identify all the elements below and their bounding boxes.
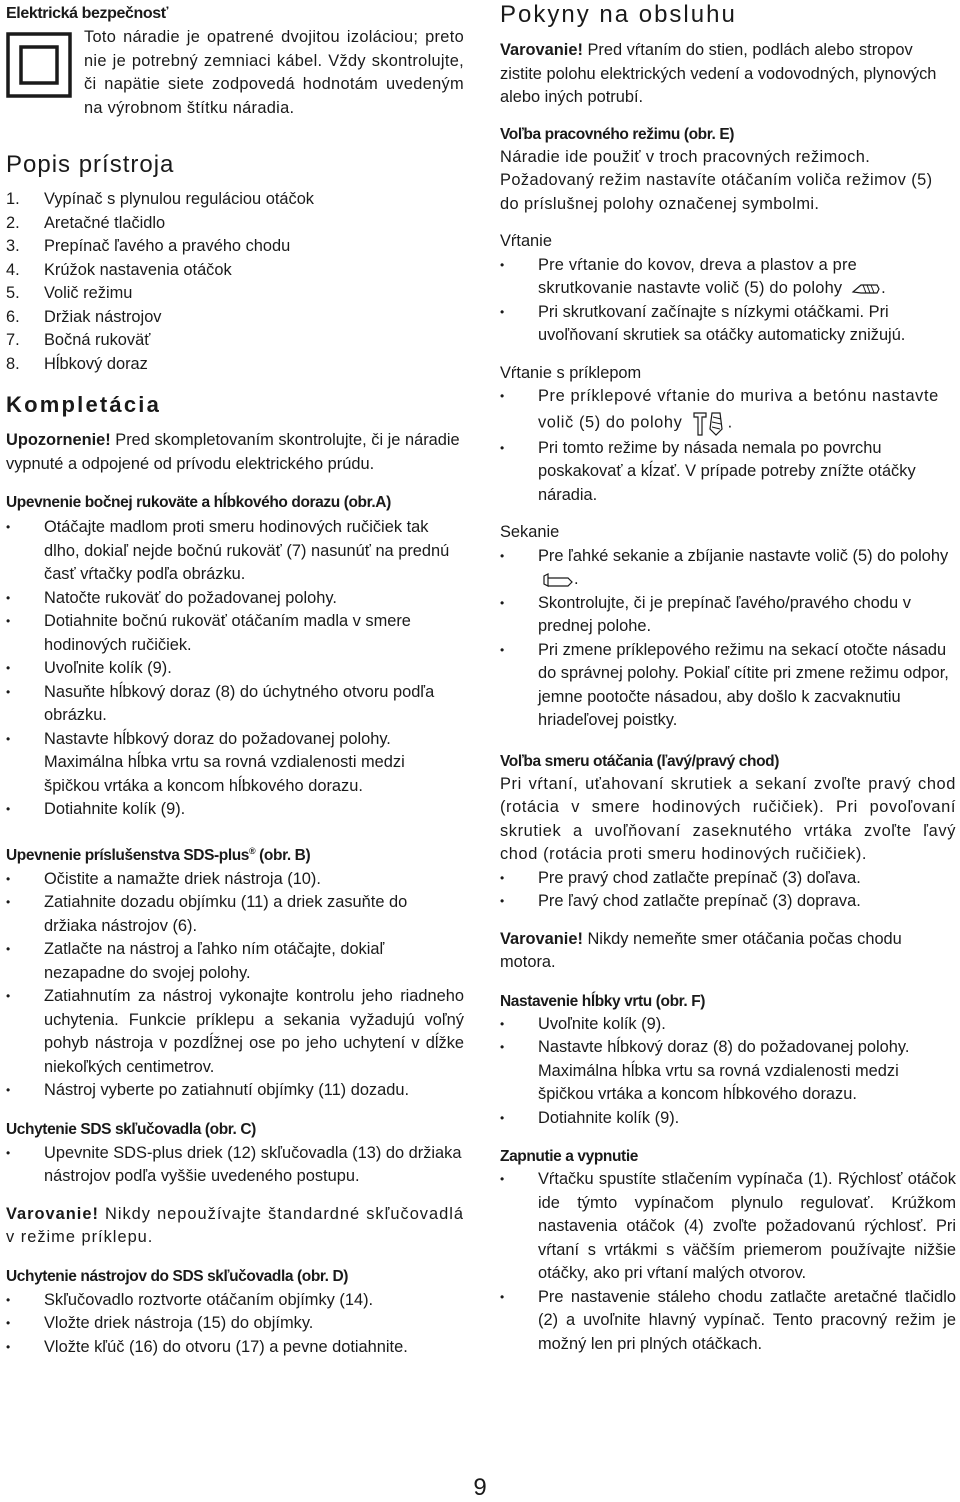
list-item: • Skontrolujte, či je prepínač ľavého/pravého chodu v prednej polohe.	[500, 592, 956, 639]
list-item: 2. Aretačné tlačidlo	[6, 213, 166, 232]
list-item: • Zatlačte na nástroj a ľahko ním otáčajte, dokiaľ nezapadne do svojej polohy.	[6, 938, 464, 985]
direction-steps	[500, 867, 956, 914]
list-item: • Uvoľnite kolík (9).	[500, 1013, 956, 1037]
list-item: • Skľučovadlo roztvorte otáčaním objímky (14).	[6, 1289, 464, 1313]
list-item: • Upevnite SDS-plus driek (12) skľučovadla (13) do držiaka nástrojov podľa vyššie uvedeného postupu.	[6, 1142, 464, 1189]
direction-title: Voľba smeru otáčania (ľavý/pravý chod)	[500, 752, 779, 770]
drill-mode-icon	[851, 282, 881, 296]
mode-text: Náradie ide použiť v troch pracovných režimoch. Požadovaný režim nastavíte otáčaním voliča režimov (5) do príslušnej polohy označenej symbolmi.	[500, 147, 933, 213]
list-item: • Dotiahnite kolík (9).	[500, 1107, 956, 1131]
list-item: • Očistite a namažte driek nástroja (10).	[6, 868, 464, 892]
list-item: 8. Hĺbkový doraz	[6, 354, 148, 373]
drilling-steps	[500, 254, 956, 348]
depth-title: Nastavenie hĺbky vrtu (obr. F)	[500, 992, 706, 1010]
list-item: • Zatiahnite dozadu objímku (11) a driek zasuňte do držiaka nástrojov (6).	[6, 891, 464, 938]
hammer-mode-icon	[692, 409, 728, 437]
operation-warning	[500, 39, 956, 110]
list-item: 5. Volič režimu	[6, 284, 133, 302]
chuck-title: Uchytenie SDS skľučovadla (obr. C)	[6, 1120, 256, 1138]
list-item: • Nasuňte hĺbkový doraz (8) do úchytného otvoru podľa obrázku.	[6, 681, 464, 728]
list-item: 1. Vypínač s plynulou reguláciou otáčok	[6, 190, 315, 208]
list-item: • Natočte rukoväť do požadovanej polohy.	[6, 587, 464, 611]
list-item: • Uvoľnite kolík (9).	[6, 657, 464, 681]
double-insulation-icon	[6, 32, 72, 98]
list-item: • Otáčajte madlom proti smeru hodinových ručičiek tak dlho, dokiaľ nejde bočnú rukoväť (7) nasunúť na prednú časť vŕtačky podľa obrázku.	[6, 516, 464, 587]
sds-title: Upevnenie príslušenstva SDS-plus® (obr. B)	[6, 845, 311, 864]
safety-text: Toto náradie je opatrené dvojitou izoláciou; preto nie je potrebný zemniaci kábel. Vždy skontrolujte, či napätie siete zodpovedá hodnotám uvedeným na výrobnom štítku náradia.	[84, 28, 464, 117]
assembly-warning	[6, 429, 464, 476]
list-item: • Nastavte hĺbkový doraz (8) do požadovanej polohy. Maximálna hĺbka vrtu sa rovná vzdialenosti medzi špičkou vrtáka a koncom hĺbkového dorazu.	[500, 1036, 956, 1107]
chuck-steps	[6, 1142, 464, 1189]
chisel-title: Sekanie	[500, 523, 560, 541]
drilling-title: Vŕtanie	[500, 232, 552, 250]
list-item: • Pre príklepové vŕtanie do muriva a betónu nastavte volič (5) do polohy .	[500, 385, 956, 437]
list-item: • Pre ľahké sekanie a zbíjanie nastavte volič (5) do polohy .	[500, 545, 956, 592]
list-item: 7. Bočná rukoväť	[6, 331, 151, 349]
sds-steps	[6, 868, 464, 1103]
mode-title: Voľba pracovného režimu (obr. E)	[500, 125, 735, 143]
list-item: • Pre nastavenie stáleho chodu zatlačte aretačné tlačidlo (2) a uvoľnite hlavný vypínač. Tento pracovný režim je možný len pri plných otáčkach.	[500, 1286, 956, 1357]
list-item: • Vložte kľúč (16) do otvoru (17) a pevne dotiahnite.	[6, 1336, 464, 1360]
list-item: • Pri zmene príklepového režimu na sekací otočte násadu do správnej polohy. Pokiaľ cítite pri zmene režimu odpor, jemne pootočte násadou, aby došlo k zacvaknutiu hriadeľovej poistky.	[500, 639, 956, 733]
list-item: • Dotiahnite kolík (9).	[6, 798, 464, 822]
right-column	[500, 0, 956, 1356]
warning-label: Varovanie!	[500, 929, 583, 948]
list-item: 4. Krúžok nastavenia otáčok	[6, 260, 232, 279]
list-item: • Pre vŕtanie do kovov, dreva a plastov a pre skrutkovanie nastavte volič (5) do polohy .	[500, 254, 956, 301]
list-item: • Pri skrutkovaní začínajte s nízkymi otáčkami. Pri uvoľňovaní skrutiek sa otáčky automaticky znižujú.	[500, 301, 956, 348]
list-item: • Dotiahnite bočnú rukoväť otáčaním madla v smere hodinových ručičiek.	[6, 610, 464, 657]
assembly-title: Kompletácia	[6, 392, 162, 417]
warning-label: Varovanie!	[6, 1204, 99, 1223]
hammer-title: Vŕtanie s príklepom	[500, 363, 642, 382]
warning-text: Nikdy nepoužívajte štandardné skľučovadlá v režime príklepu.	[6, 1204, 464, 1247]
chuck-warning	[6, 1203, 464, 1250]
warning-label: Upozornenie!	[6, 431, 111, 449]
safety-block	[6, 26, 464, 136]
warning-text: Pred skompletovaním skontrolujte, či je náradie vypnuté a odpojené od prívodu elektrického prúdu.	[6, 431, 460, 473]
list-item: • Nastavte hĺbkový doraz do požadovanej polohy. Maximálna hĺbka vrtu sa rovná vzdialenosti medzi špičkou vrtáka a koncom hĺbkového dorazu.	[6, 728, 464, 799]
list-item: • Nástroj vyberte po zatiahnutí objímky (11) dozadu.	[6, 1079, 464, 1103]
description-title: Popis prístroja	[6, 151, 175, 178]
switch-title: Zapnutie a vypnutie	[500, 1148, 638, 1165]
list-item: 3. Prepínač ľavého a pravého chodu	[6, 237, 291, 255]
list-item: • Pri tomto režime by násada nemala po povrchu poskakovať a kĺzať. V prípade potreby znížte otáčky náradia.	[500, 437, 956, 508]
chisel-mode-icon	[542, 572, 574, 588]
switch-steps	[500, 1168, 956, 1356]
chisel-steps	[500, 545, 956, 733]
depth-steps	[500, 1013, 956, 1131]
tools-steps	[6, 1289, 464, 1360]
parts-list	[6, 188, 464, 376]
handle-title: Upevnenie bočnej rukoväte a hĺbkového dorazu (obr.A)	[6, 494, 391, 511]
page-number: 9	[473, 1474, 487, 1501]
warning-text: Nikdy nemeňte smer otáčania počas chodu motora.	[500, 929, 902, 971]
warning-label: Varovanie!	[500, 41, 583, 59]
list-item: • Vŕtačku spustíte stlačením vypínača (1). Rýchlosť otáčok ide týmto vypínačom plynulo regulovať. Krúžkom nastavenia otáčok (4) zvoľte požadovanú rýchlosť. Pri vŕtaní s vrtákmi s väčším priemerom používajte nižšie otáčky, ako pri vŕtaní malých otvorov.	[500, 1168, 956, 1286]
list-item: 6. Držiak nástrojov	[6, 307, 162, 326]
direction-warning	[500, 928, 956, 975]
handle-steps	[6, 516, 464, 822]
list-item: • Zatiahnutím za nástroj vykonajte kontrolu jeho riadneho uchytenia. Funkcie príklepu a sekania vyžadujú voľný pohyb nástroja v pozdĺžnej ose po jeho uchytení v dĺžke niekoľkých centimetrov.	[6, 985, 464, 1079]
safety-title: Elektrická bezpečnosť	[6, 5, 169, 22]
tools-title: Uchytenie nástrojov do SDS skľučovadla (obr. D)	[6, 1267, 349, 1285]
list-item: • Pre pravý chod zatlačte prepínač (3) doľava.	[500, 867, 956, 891]
operation-title: Pokyny na obsluhu	[500, 1, 737, 28]
list-item: • Pre ľavý chod zatlačte prepínač (3) doprava.	[500, 890, 956, 914]
direction-text: Pri vŕtaní, uťahovaní skrutiek a sekaní zvoľte pravý chod (rotácia v smere hodinových ručičiek). Pri povoľovaní skrutiek a uvoľňovaní zaseknutého vrtáka zvoľte ľavý chod (rotácia proti smeru hodinových ručičiek).	[500, 774, 956, 863]
hammer-steps	[500, 385, 956, 507]
left-column	[6, 0, 464, 1359]
list-item: • Vložte driek nástroja (15) do objímky.	[6, 1312, 464, 1336]
warning-text: Pred vŕtaním do stien, podlách alebo stropov zistite polohu elektrických vedení a vodovodných, plynových alebo iných potrubí.	[500, 41, 937, 106]
